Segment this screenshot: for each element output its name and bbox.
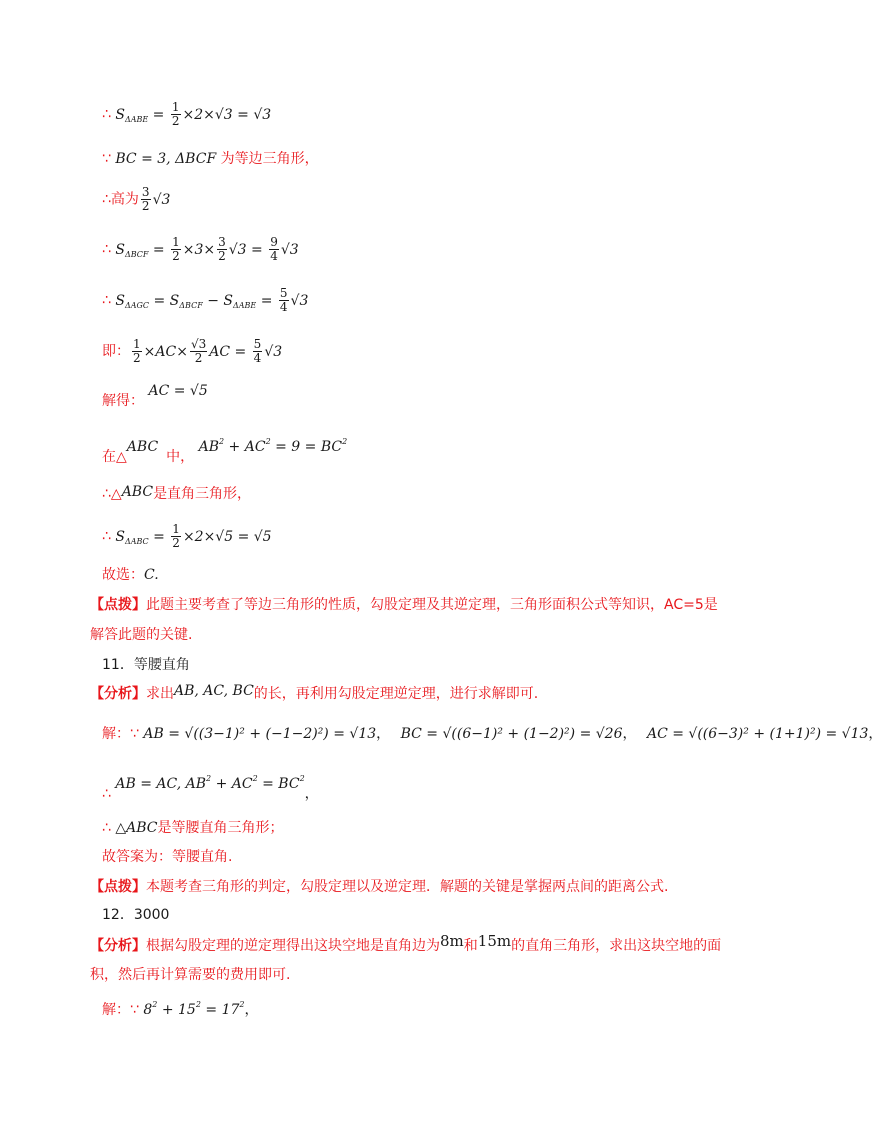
line-bc-equilateral	[102, 148, 740, 170]
solution-prefix: 解：∵	[102, 1002, 139, 1018]
choose-label: 故选：	[102, 567, 144, 583]
equation-s-abc: $S_{\Delta ABC}$ = $\frac{1}{2}$ ×2×√5 = √5	[115, 522, 272, 550]
line-s-abe	[102, 101, 740, 131]
equation-ab-dist: AB = √((3−1)² + (−1−2)²) = √13	[143, 726, 377, 742]
line-s-bcf	[102, 236, 740, 266]
line-tip-cont	[90, 624, 740, 646]
length-8m: 8m	[440, 932, 464, 950]
analysis-pre: 根据勾股定理的逆定理得出这块空地是直角边为	[146, 938, 440, 954]
because-symbol: ∵	[102, 151, 111, 167]
line-in-triangle	[102, 437, 740, 468]
height-label: ∴高为	[102, 191, 139, 208]
line-s-agc	[102, 287, 740, 317]
therefore-triangle: ∴△	[102, 486, 122, 502]
analysis-head: 【分析】	[90, 938, 146, 954]
equation-bc-dist: BC = √((6−1)² + (1−2)²) = √26	[400, 726, 623, 742]
equation-s-bcf: $S_{\Delta BCF}$ = $\frac{1}{2}$ ×3× $\frac{3}{2}$ √3 = $\frac{9}{4}$ √3	[115, 235, 299, 263]
tip-head: 【点拨】	[90, 597, 146, 613]
analysis-post: 的长，再利用勾股定理逆定理，进行求解即可.	[253, 686, 539, 702]
equilateral-text: 为等边三角形，	[220, 151, 319, 167]
line-right-triangle	[102, 483, 740, 505]
line-ji	[102, 338, 740, 365]
therefore-symbol: ∴	[102, 820, 111, 836]
tip-head: 【点拨】	[90, 879, 146, 895]
triangle-abc: ABC	[121, 484, 154, 500]
equation-ab-ac-bc: AB = AC, $AB^2 + AC^2 = BC^2$	[115, 774, 305, 792]
equation-ac-result: AC = √5	[148, 383, 208, 399]
equation-pythag: $AB^2 + AC^2 = 9 = BC^2$	[198, 437, 348, 455]
tip-text-cont: 解答此题的关键.	[90, 627, 193, 643]
middle-label: 中，	[166, 449, 195, 465]
in-triangle-label: 在△	[102, 449, 127, 465]
triangle-abc: △ABC	[115, 820, 158, 836]
analysis-math: AB, AC, BC	[174, 683, 254, 699]
q11-conclusion	[102, 817, 740, 839]
q11-title-text: 11．等腰直角	[102, 657, 190, 673]
equation-pythag-triple: $8^2 + 15^2 = 17^2$	[143, 1000, 245, 1018]
q11-then: ∴ AB = AC, $AB^2 + AC^2 = BC^2$，	[102, 774, 319, 802]
analysis-pre: 求出	[146, 686, 174, 702]
equation-s-abe: $S_{\Delta ABE}$ = $\frac{1}{2}$ ×2×√3 = √3	[115, 100, 272, 128]
triangle-abc: ABC	[126, 439, 159, 455]
q12-title	[102, 904, 740, 926]
line-choose	[102, 564, 740, 586]
height-value: $\frac{3}{2}$ √3	[141, 185, 171, 213]
analysis-cont: 积，然后再计算需要的费用即可.	[90, 967, 291, 983]
analysis-head: 【分析】	[90, 686, 146, 702]
q11-analysis	[90, 683, 740, 705]
q12-analysis	[90, 934, 740, 957]
equation-ac-dist: AC = √((6−3)² + (1+1)²) = √13	[646, 726, 869, 742]
line-solve	[102, 383, 740, 412]
therefore-symbol: ∴	[102, 292, 116, 309]
q11-solution: 解：∵ AB = √((3−1)² + (−1−2)²) = √13， BC = √((6−1)² + (1−2)²) = √26， AC = √((6−3)² + (1+1)²) = √13，	[102, 726, 882, 742]
length-15m: 15m	[477, 932, 512, 950]
line-height	[102, 186, 740, 213]
ji-label: 即：	[102, 343, 130, 360]
choose-answer: C.	[144, 567, 159, 583]
conclusion-text: 是等腰直角三角形；	[157, 820, 284, 836]
solution-prefix: 解：∵	[102, 726, 139, 742]
analysis-post: 的直角三角形，求出这块空地的面	[511, 938, 722, 954]
q11-title	[102, 654, 740, 676]
q12-title-text: 12．3000	[102, 907, 170, 923]
solve-label: 解得：	[102, 393, 144, 409]
right-triangle-text: 是直角三角形，	[153, 486, 252, 502]
therefore-symbol: ∴	[102, 786, 111, 802]
tip-text: 此题主要考查了等边三角形的性质，勾股定理及其逆定理，三角形面积公式等知识，AC=5是	[146, 597, 718, 613]
equation-s-agc: $S_{\Delta AGC} = S_{\Delta BCF} - S_{\Delta ABE}$ = $\frac{5}{4}$ √3	[115, 286, 309, 314]
q11-tip	[90, 876, 740, 898]
and-text: 和	[463, 938, 478, 954]
tip-text: 本题考查三角形的判定，勾股定理以及逆定理．解题的关键是掌握两点间的距离公式.	[146, 879, 669, 895]
equation-bc: BC = 3, ΔBCF	[115, 151, 217, 167]
q11-answer	[102, 846, 740, 868]
therefore-symbol: ∴	[102, 106, 116, 123]
line-tip	[90, 594, 740, 616]
answer-text: 故答案为：等腰直角.	[102, 849, 233, 865]
q12-analysis-cont	[90, 964, 740, 986]
therefore-symbol: ∴	[102, 241, 116, 258]
q12-solution: 解：∵ $8^2 + 15^2 = 17^2$，	[102, 1000, 259, 1018]
line-s-abc	[102, 523, 740, 553]
therefore-symbol: ∴	[102, 528, 116, 545]
equation-ac: $\frac{1}{2}$ ×AC× $\frac{√3}{2}$ AC = $\frac{5}{4}$ √3	[133, 337, 283, 365]
